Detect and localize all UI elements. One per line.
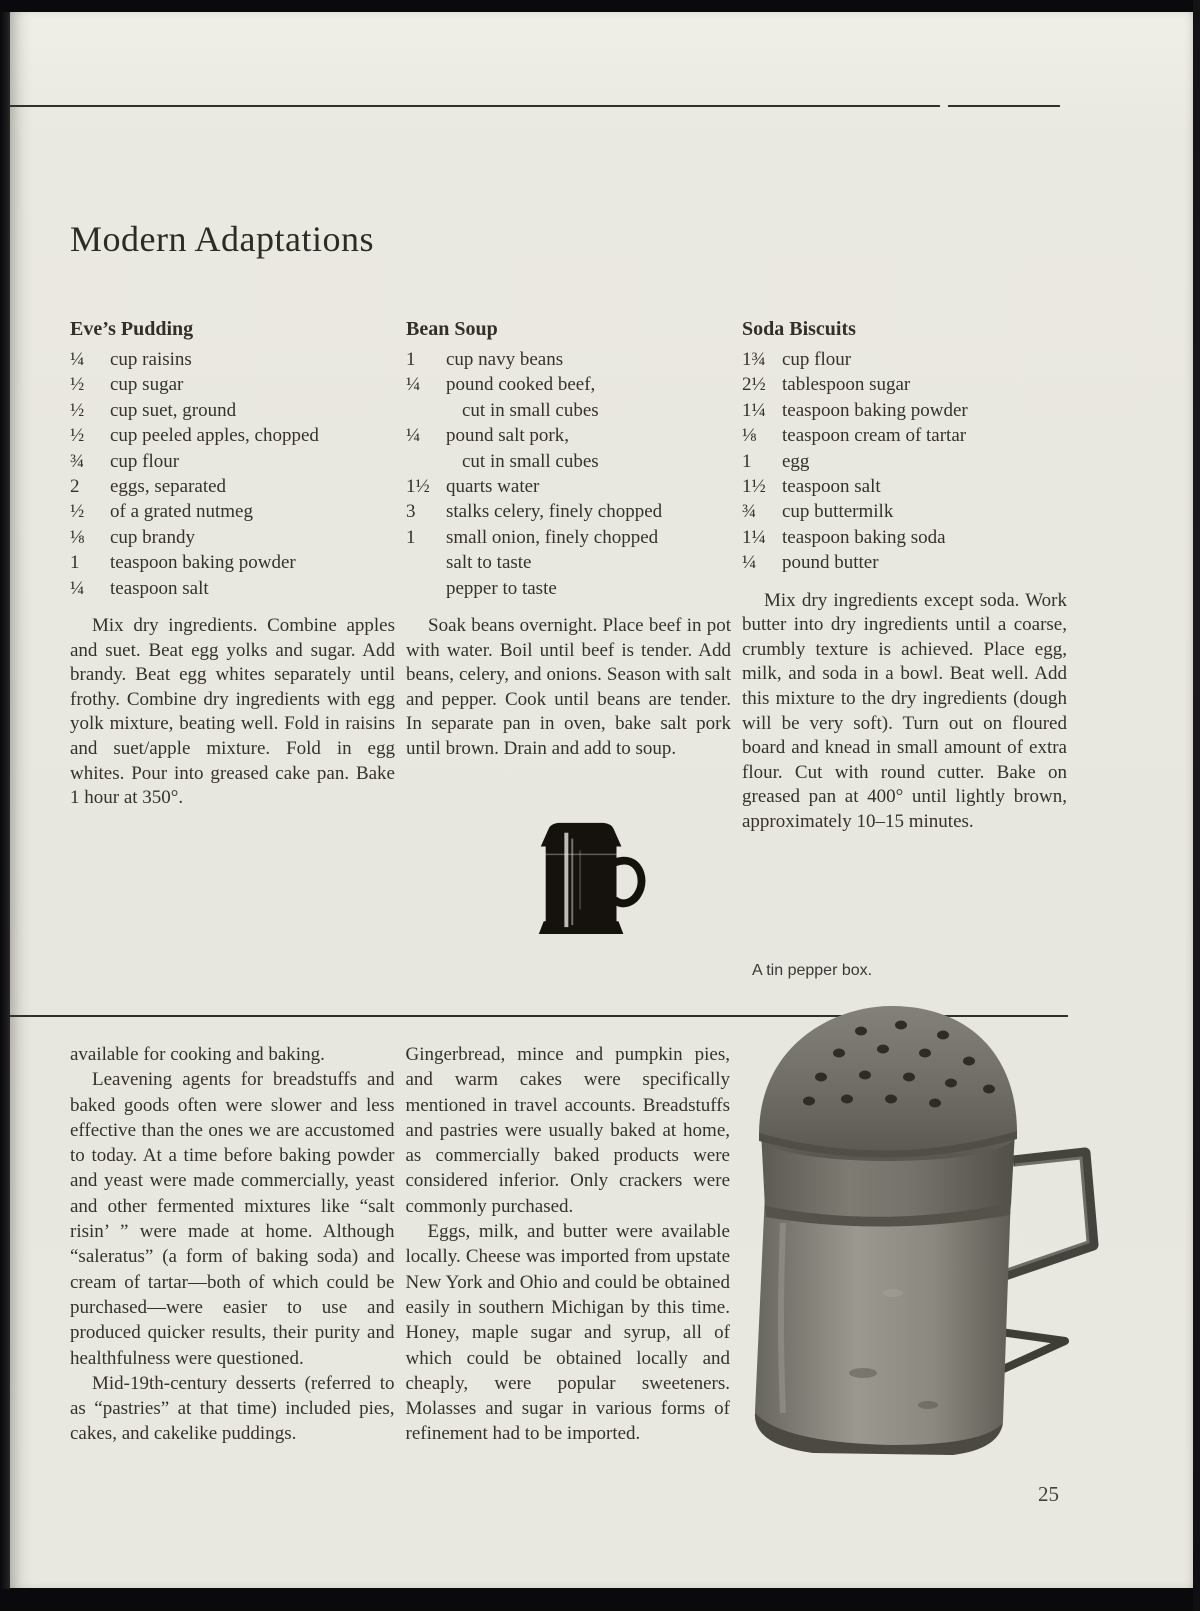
body-column-left [70, 1042, 395, 1447]
ingredient-quantity [406, 576, 446, 601]
ingredient-text: teaspoon cream of tartar [782, 425, 967, 447]
ingredient-text: cup sugar [110, 374, 184, 396]
recipes-row [70, 318, 1068, 835]
ingredient-row [742, 525, 1067, 550]
ingredient-quantity: 1½ [742, 476, 766, 498]
ingredient-text: teaspoon salt [110, 577, 209, 599]
ingredient-quantity: 1¼ [742, 399, 766, 421]
left-page-edge [0, 0, 10, 1611]
ingredient-quantity: 3 [406, 501, 416, 523]
ingredient-quantity [406, 550, 446, 575]
ingredient-row [742, 474, 1067, 499]
ingredient-text: salt to taste [446, 552, 532, 574]
ingredient-quantity: 1 [406, 349, 416, 370]
ingredient-text: cup navy beans [446, 349, 564, 370]
ingredient-quantity: ½ [70, 374, 85, 396]
body-paragraph: Gingerbread, mince and pumpkin pies, and warm cakes were specifically mentioned in travel accounts. Breadstuffs and pastries were usually baked at home, as commercially baked products were considered inferior. Only crackers were commonly purchased. [405, 1044, 730, 1217]
ingredient-row [406, 423, 731, 474]
ingredient-text: quarts water [446, 476, 540, 498]
ingredient-text: cup buttermilk [782, 501, 894, 523]
ingredient-row [70, 550, 395, 575]
ingredient-list [70, 347, 395, 601]
ingredient-text: pound butter [782, 552, 879, 574]
recipe-instructions: Soak beans overnight. Place beef in pot with water. Boil until beef is tender. Add beans, celery, and onions. Season with salt and pepper. Cook until beans are tender. In separate pan in oven, bake salt pork until brown. Drain and add to soup. [406, 615, 731, 760]
ingredient-text: stalks celery, finely chopped [446, 501, 663, 523]
body-paragraph: Leavening agents for breadstuffs and baked goods often were slower and less effective than the ones we are accustomed to today. At a time before baking powder and yeast were made commercially, yeast and other fermented mixtures like “salt risin’ ” were made at home. Although “saleratus” (a form of baking soda) and cream of tartar—both of which could be purchased—were easier to use and produced quicker results, their purity and healthfulness were questioned. [70, 1069, 395, 1369]
ingredient-quantity: ¾ [70, 450, 85, 472]
ingredient-list [742, 347, 1067, 576]
ingredient-row [406, 372, 731, 423]
ingredient-text: small onion, finely chopped [446, 526, 659, 548]
ingredient-row [70, 525, 395, 550]
ingredient-list [406, 347, 731, 601]
ingredient-quantity: ⅛ [70, 526, 85, 548]
ingredient-row [70, 423, 395, 448]
recipe-title: Eve’s Pudding [70, 318, 194, 340]
recipe-instructions: Mix dry ingredients except soda. Work butter into dry ingredients until a coarse, crumbly texture is achieved. Place egg, milk, and soda in a bowl. Beat well. Add this mixture to the dry ingredients (dough will be very soft). Turn out on floured board and knead in small amount of extra flour. Cut with round cutter. Bake on greased pan at 400° until lightly brown, approximately 10–15 minutes. [742, 589, 1067, 832]
ingredient-text: cup peeled apples, chopped [110, 425, 319, 447]
ingredient-row [742, 398, 1067, 423]
ingredient-quantity: ¼ [406, 374, 421, 396]
recipe-title: Bean Soup [406, 318, 498, 340]
ingredient-text: tablespoon sugar [782, 374, 911, 396]
ingredient-row [406, 474, 731, 499]
figure-caption: A tin pepper box. [752, 962, 873, 979]
ingredient-row [742, 372, 1067, 397]
ingredient-text: egg [782, 450, 810, 472]
ingredient-row [70, 347, 395, 372]
recipe-card [742, 318, 1067, 835]
right-page-edge [1193, 0, 1200, 1611]
body-paragraph: Eggs, milk, and butter were available locally. Cheese was imported from upstate New York and Ohio and could be obtained easily in southern Michigan by this time. Honey, maple sugar and syrup, all of which could be obtained locally and cheaply, were popular sweeteners. Molasses and sugar in various forms of refinement had to be imported. [405, 1221, 730, 1445]
body-paragraph: available for cooking and baking. [70, 1044, 325, 1065]
ingredient-quantity: 1 [406, 526, 416, 548]
ingredient-quantity: 1¾ [742, 349, 766, 370]
recipe-card [70, 318, 395, 835]
ingredient-quantity: 1¼ [742, 526, 766, 548]
ingredient-quantity: 2½ [742, 374, 766, 396]
recipe-card [406, 318, 731, 835]
tin-pepper-box-drawing [528, 804, 646, 946]
ingredient-row [70, 576, 395, 601]
top-rule-segment-right [948, 105, 1060, 107]
ingredient-quantity: 2 [70, 476, 80, 498]
ingredient-row [742, 423, 1067, 448]
ingredient-quantity: 1 [70, 552, 80, 574]
top-scan-border [0, 0, 1200, 12]
ingredient-text: cup flour [110, 450, 180, 472]
ingredient-text: eggs, separated [110, 476, 227, 498]
ingredient-quantity: 1½ [406, 476, 430, 498]
recipe-instructions: Mix dry ingredients. Combine apples and suet. Beat egg yolks and sugar. Add brandy. Beat egg whites separately until frothy. Combine dry ingredients with egg yolk mixture, beating well. Fold in raisins and suet/apple mixture. Fold in egg whites. Pour into greased cake pan. Bake 1 hour at 350°. [70, 615, 395, 809]
ingredient-row [70, 449, 395, 474]
ingredient-quantity: ⅛ [742, 425, 757, 447]
ingredient-text: cup suet, ground [110, 399, 237, 421]
ingredient-row [70, 372, 395, 397]
body-column-middle [406, 1042, 731, 1447]
ingredient-row [70, 499, 395, 524]
ingredient-row [70, 474, 395, 499]
ingredient-row [70, 398, 395, 423]
ingredient-text: teaspoon baking soda [782, 526, 946, 548]
ingredient-quantity: 1 [742, 450, 752, 472]
ingredient-text: teaspoon baking powder [110, 552, 296, 574]
ingredient-row [742, 499, 1067, 524]
ingredient-row [742, 449, 1067, 474]
ingredient-row [406, 525, 731, 550]
page-paper [10, 12, 1193, 1588]
ingredient-text: teaspoon baking powder [782, 399, 968, 421]
bottom-scan-border [0, 1589, 1200, 1611]
ingredient-quantity: ½ [70, 399, 85, 421]
ingredient-row [406, 499, 731, 524]
body-text-columns [70, 1042, 730, 1447]
ingredient-row [406, 550, 731, 575]
ingredient-quantity: ¼ [70, 577, 85, 599]
ingredient-row [742, 347, 1067, 372]
ingredient-row [406, 347, 731, 372]
ingredient-quantity: ¼ [742, 552, 757, 574]
ingredient-continuation: cut in small cubes [462, 399, 599, 421]
ingredient-quantity: ¾ [742, 501, 757, 523]
top-rule-segment-left [10, 105, 940, 107]
ingredient-continuation: cut in small cubes [462, 450, 599, 472]
ingredient-text: of a grated nutmeg [110, 501, 253, 523]
recipe-title: Soda Biscuits [742, 318, 856, 340]
ingredient-text: cup brandy [110, 526, 195, 548]
ingredient-text: pound salt pork, cut in small cubes [446, 423, 731, 474]
page-title: Modern Adaptations [70, 219, 374, 259]
ingredient-text: pound cooked beef, cut in small cubes [446, 372, 731, 423]
ingredient-text: pepper to taste [446, 577, 557, 599]
tin-pepper-shaker-photo [743, 993, 1115, 1465]
ingredient-quantity: ½ [70, 425, 85, 447]
ingredient-row [742, 550, 1067, 575]
ingredient-text: teaspoon salt [782, 476, 881, 498]
ingredient-text: cup flour [782, 349, 852, 370]
ingredient-row [406, 576, 731, 601]
body-paragraph: Mid-19th-century desserts (referred to as “pastries” at that time) included pies, cakes, and cakelike puddings. [70, 1372, 395, 1445]
ingredient-quantity: ¼ [406, 425, 421, 447]
ingredient-quantity: ¼ [70, 349, 85, 370]
ingredient-text: cup raisins [110, 349, 192, 370]
page-number: 25 [1038, 1482, 1059, 1506]
ingredient-quantity: ½ [70, 501, 85, 523]
